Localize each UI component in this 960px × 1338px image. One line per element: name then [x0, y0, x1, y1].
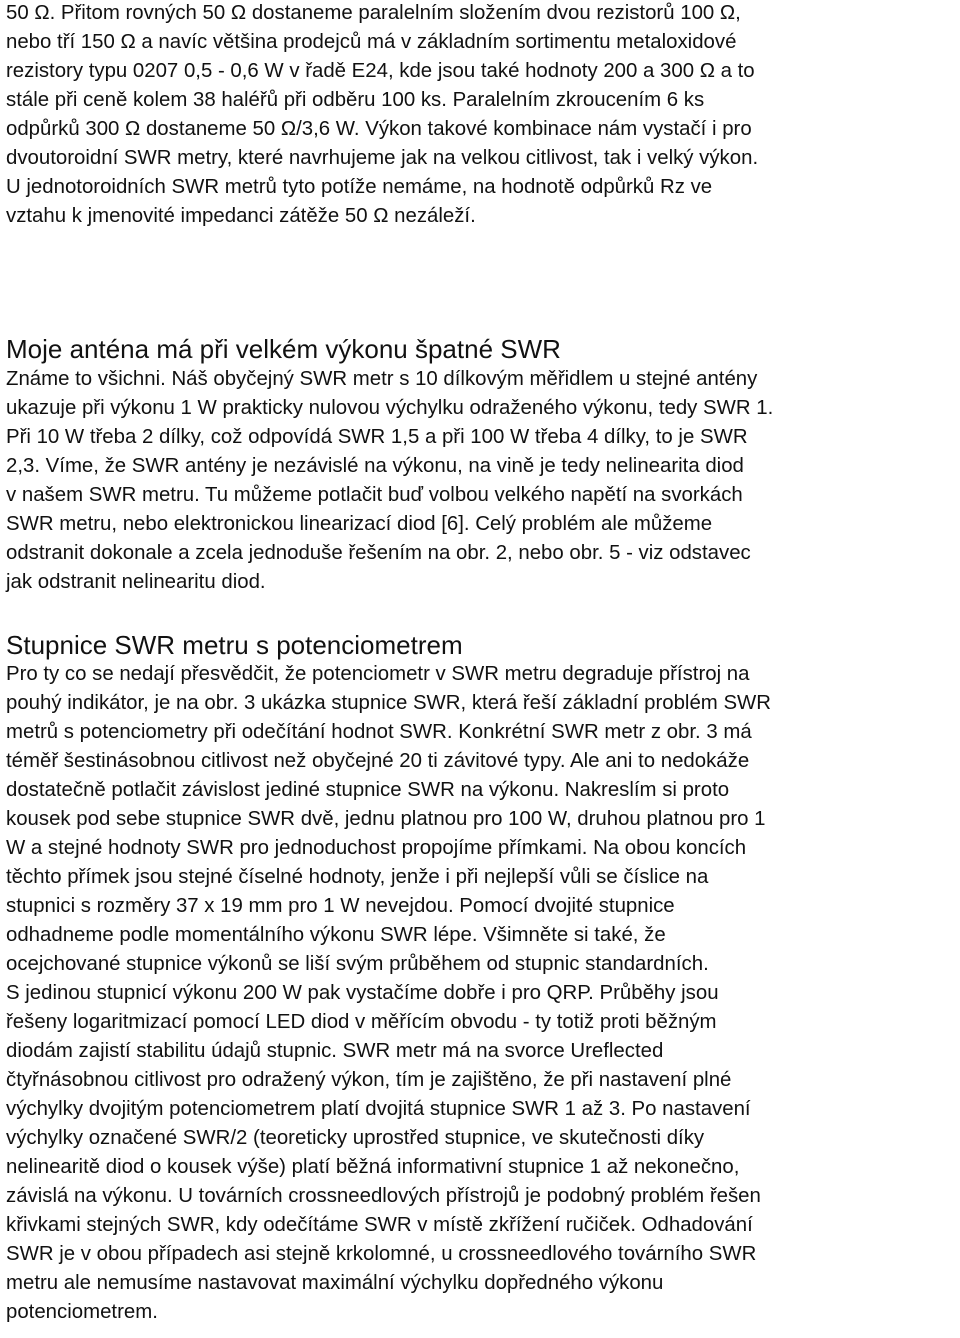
paragraph-line: SWR je v obou případech asi stejně krkolomné, u crossneedlového továrního SWR — [6, 1243, 757, 1265]
section-heading-bad-swr: Moje anténa má při velkém výkonu špatné SWR — [6, 334, 561, 364]
paragraph-line: těchto přímek jsou stejné číselné hodnoty, jenže i při nejlepší vůli se číslice na — [6, 866, 709, 888]
paragraph-line: v našem SWR metru. Tu můžeme potlačit buď volbou velkého napětí na svorkách — [6, 484, 743, 506]
paragraph-bad-swr — [6, 365, 773, 597]
paragraph-line: křivkami stejných SWR, kdy odečítáme SWR v místě zkřížení ručiček. Odhadování — [6, 1214, 753, 1236]
paragraph-line: stále při ceně kolem 38 haléřů při odběru 100 ks. Paralelním zkroucením 6 ks — [6, 89, 705, 111]
paragraph-line: řešeny logaritmizací pomocí LED diod v měřícím obvodu - ty totiž proti běžným — [6, 1011, 717, 1033]
paragraph-line: čtyřnásobnou citlivost pro odražený výkon, tím je zajištěno, že při nastavení plné — [6, 1069, 732, 1091]
paragraph-resistors — [6, 0, 758, 231]
paragraph-line: Známe to všichni. Náš obyčejný SWR metr s 10 dílkovým měřidlem u stejné antény — [6, 368, 758, 390]
paragraph-line: vztahu k jmenovité impedanci zátěže 50 Ω nezáleží. — [6, 205, 476, 227]
paragraph-line: diodám zajistí stabilitu údajů stupnic. SWR metr má na svorce Ureflected — [6, 1040, 664, 1062]
paragraph-line: pouhý indikátor, je na obr. 3 ukázka stupnice SWR, která řeší základní problém SWR — [6, 692, 772, 714]
paragraph-line: výchylky dvojitým potenciometrem platí dvojitá stupnice SWR 1 až 3. Po nastavení — [6, 1098, 751, 1120]
paragraph-line: Pro ty co se nedají přesvědčit, že potenciometr v SWR metru degraduje přístroj na — [6, 663, 750, 685]
paragraph-line: odhadneme podle momentálního výkonu SWR lépe. Všimněte si také, že — [6, 924, 666, 946]
paragraph-line: výchylky označené SWR/2 (teoreticky uprostřed stupnice, ve skutečnosti díky — [6, 1127, 705, 1149]
paragraph-line: kousek pod sebe stupnice SWR dvě, jednu platnou pro 100 W, druhou platnou pro 1 — [6, 808, 766, 830]
paragraph-line: metru ale nemusíme nastavovat maximální výchylku dopředného výkonu — [6, 1272, 664, 1294]
paragraph-line: ukazuje při výkonu 1 W prakticky nulovou výchylku odraženého výkonu, tedy SWR 1. — [6, 397, 774, 419]
paragraph-line: nelinearitě diod o kousek výše) platí běžná informativní stupnice 1 až nekonečno, — [6, 1156, 740, 1178]
paragraph-line: Při 10 W třeba 2 dílky, což odpovídá SWR 1,5 a při 100 W třeba 4 dílky, to je SWR — [6, 426, 748, 448]
paragraph-line: nebo tří 150 Ω a navíc většina prodejců má v základním sortimentu metaloxidové — [6, 31, 737, 53]
paragraph-line: potenciometrem. — [6, 1301, 158, 1323]
paragraph-line: S jedinou stupnicí výkonu 200 W pak vystačíme dobře i pro QRP. Průběhy jsou — [6, 982, 719, 1004]
paragraph-line: rezistory typu 0207 0,5 - 0,6 W v řadě E24, kde jsou také hodnoty 200 a 300 Ω a to — [6, 60, 755, 82]
section-heading-swr-scale: Stupnice SWR metru s potenciometrem — [6, 630, 463, 660]
paragraph-line: W a stejné hodnoty SWR pro jednoduchost propojíme přímkami. Na obou koncích — [6, 837, 747, 859]
paragraph-line: 50 Ω. Přitom rovných 50 Ω dostaneme paralelním složením dvou rezistorů 100 Ω, — [6, 2, 741, 24]
paragraph-line: odpůrků 300 Ω dostaneme 50 Ω/3,6 W. Výkon takové kombinace nám vystačí i pro — [6, 118, 752, 140]
paragraph-line: odstranit dokonale a zcela jednoduše řešením na obr. 2, nebo obr. 5 - viz odstavec — [6, 542, 751, 564]
paragraph-line: dvoutoroidní SWR metry, které navrhujeme jak na velkou citlivost, tak i velký výkon. — [6, 147, 759, 169]
paragraph-line: závislá na výkonu. U továrních crossneedlových přístrojů je podobný problém řešen — [6, 1185, 761, 1207]
paragraph-line: stupnici s rozměry 37 x 19 mm pro 1 W nevejdou. Pomocí dvojité stupnice — [6, 895, 675, 917]
paragraph-swr-scale — [6, 660, 771, 1327]
paragraph-line: téměř šestinásobnou citlivost než obyčejné 20 ti závitové typy. Ale ani to nedokáže — [6, 750, 750, 772]
paragraph-line: SWR metru, nebo elektronickou linearizací diod [6]. Celý problém ale můžeme — [6, 513, 713, 535]
paragraph-line: 2,3. Víme, že SWR antény je nezávislé na výkonu, na vině je tedy nelinearita diod — [6, 455, 744, 477]
paragraph-line: U jednotoroidních SWR metrů tyto potíže nemáme, na hodnotě odpůrků Rz ve — [6, 176, 713, 198]
paragraph-line: metrů s potenciometry při odečítání hodnot SWR. Konkrétní SWR metr z obr. 3 má — [6, 721, 752, 743]
paragraph-line: dostatečně potlačit závislost jediné stupnice SWR na výkonu. Nakreslím si proto — [6, 779, 730, 801]
paragraph-line: ocejchované stupnice výkonů se liší svým průběhem od stupnic standardních. — [6, 953, 709, 975]
paragraph-line: jak odstranit nelinearitu diod. — [6, 571, 266, 593]
